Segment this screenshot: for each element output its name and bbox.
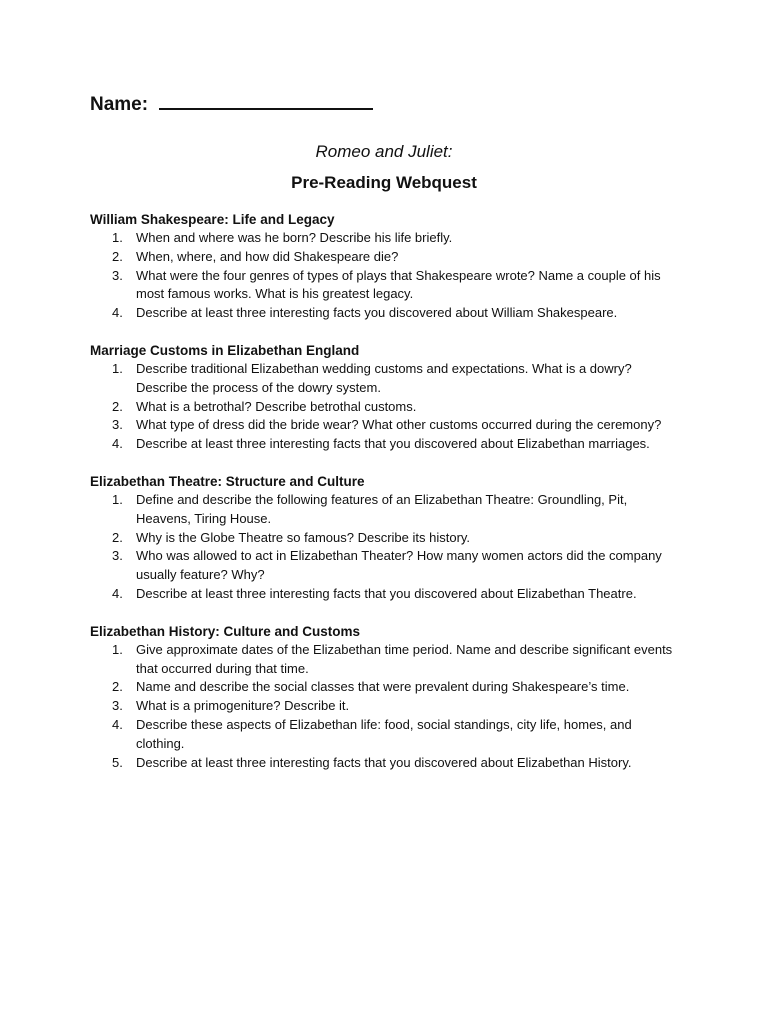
question-item <box>90 529 682 548</box>
question-item <box>90 585 682 604</box>
name-field[interactable] <box>90 92 373 116</box>
question-number: 2. <box>112 529 123 545</box>
question-list <box>90 229 690 323</box>
question-number: 1. <box>112 230 123 245</box>
question-number: 3. <box>112 267 123 283</box>
question-number: 2. <box>112 398 123 414</box>
question-text: Describe traditional Elizabethan wedding customs and expectations. What is a dowry? Describe the process of the dowry system. <box>136 360 632 395</box>
section-heading: William Shakespeare: Life and Legacy <box>90 212 335 227</box>
question-number: 4. <box>112 305 123 321</box>
question-text: What type of dress did the bride wear? What other customs occurred during the ceremony? <box>136 417 662 433</box>
question-item <box>90 716 682 754</box>
section-heading: Marriage Customs in Elizabethan England <box>90 342 360 358</box>
question-item <box>90 248 682 267</box>
question-number: 5. <box>112 754 123 770</box>
question-number: 2. <box>112 679 123 695</box>
question-item <box>90 398 682 417</box>
question-item <box>90 304 682 323</box>
section-marriage-customs <box>90 342 690 454</box>
question-number: 3. <box>112 548 123 564</box>
question-number: 3. <box>112 698 123 714</box>
question-text: What is a primogeniture? Describe it. <box>136 698 350 714</box>
question-item <box>90 641 682 679</box>
section-heading: Elizabethan Theatre: Structure and Culture <box>90 473 365 489</box>
question-list <box>90 360 690 454</box>
question-number: 4. <box>112 585 123 601</box>
question-item <box>90 697 682 716</box>
question-text: What is a betrothal? Describe betrothal customs. <box>136 398 417 414</box>
section-theatre <box>90 473 690 604</box>
question-item <box>90 416 682 435</box>
question-list <box>90 491 690 604</box>
question-number: 4. <box>112 716 123 732</box>
question-text: Describe at least three interesting facts that you discovered about Elizabethan marriages. <box>136 436 650 452</box>
question-list <box>90 641 690 773</box>
question-item <box>90 678 682 697</box>
question-text: Define and describe the following features of an Elizabethan Theatre: Groundling, Pit, Heavens, Tiring House. <box>136 491 628 526</box>
question-text: Describe at least three interesting facts that you discovered about Elizabethan History. <box>136 754 632 770</box>
question-item <box>90 435 682 454</box>
question-text: Why is the Globe Theatre so famous? Describe its history. <box>136 529 471 545</box>
question-number: 1. <box>112 360 123 376</box>
question-number: 1. <box>112 491 123 507</box>
question-item <box>90 491 682 529</box>
question-number: 1. <box>112 641 123 657</box>
question-item <box>90 360 682 398</box>
question-text: Who was allowed to act in Elizabethan Theater? How many women actors did the company usually feature? Why? <box>136 548 662 583</box>
question-number: 2. <box>112 248 123 264</box>
question-text: Describe these aspects of Elizabethan life: food, social standings, city life, homes, and clothing. <box>136 716 632 751</box>
question-number: 3. <box>112 417 123 433</box>
sections-container <box>90 211 690 791</box>
question-text: What were the four genres of types of plays that Shakespeare wrote? Name a couple of his most famous works. What is his greatest legacy. <box>136 267 661 302</box>
question-item <box>90 229 682 248</box>
question-text: Describe at least three interesting facts you discovered about William Shakespeare. <box>136 305 618 321</box>
question-text: Describe at least three interesting facts that you discovered about Elizabethan Theatre. <box>136 585 637 601</box>
document-subtitle: Romeo and Juliet: <box>315 142 453 161</box>
question-item <box>90 547 682 585</box>
section-heading: Elizabethan History: Culture and Customs <box>90 623 361 639</box>
question-text: When, where, and how did Shakespeare die? <box>136 248 399 264</box>
question-text: When and where was he born? Describe his life briefly. <box>136 230 453 245</box>
question-number: 4. <box>112 436 123 452</box>
question-text: Give approximate dates of the Elizabethan time period. Name and describe significant events that occurred during that time. <box>136 641 673 676</box>
question-item <box>90 754 682 773</box>
document-title: Pre-Reading Webquest <box>291 173 477 192</box>
section-shakespeare <box>90 211 690 323</box>
title-block <box>0 141 768 194</box>
name-label: Name: <box>90 94 154 115</box>
question-item <box>90 267 682 305</box>
question-text: Name and describe the social classes that were prevalent during Shakespeare’s time. <box>136 679 630 695</box>
name-blank-line[interactable] <box>159 92 373 110</box>
section-history <box>90 623 690 773</box>
